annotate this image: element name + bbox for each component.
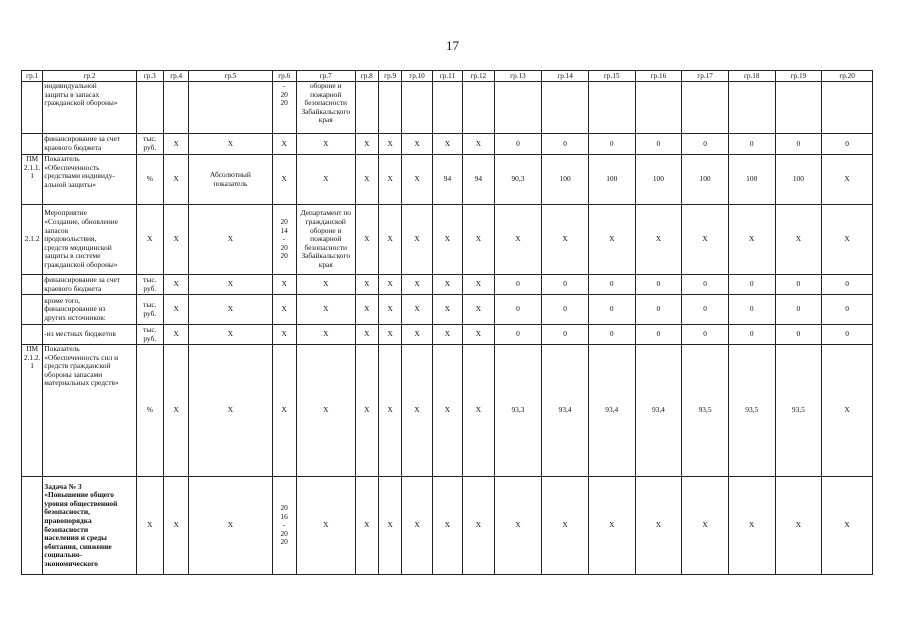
table-cell: 100 [775,155,822,205]
header-cell: гр.12 [463,71,494,82]
table-row [22,82,873,134]
table-cell: Х [189,325,272,345]
table-cell: Х [463,325,494,345]
table-cell: Х [402,295,432,325]
table-cell: Х [463,477,494,575]
table-cell [402,82,432,134]
program-table [21,70,873,575]
header-cell: гр.10 [402,71,432,82]
table-cell: Х [272,155,296,205]
table-cell: 0 [728,295,775,325]
table-cell: обороне и пожарной безопасности Забайкальского края [296,82,355,134]
table-cell: Х [272,295,296,325]
table-cell [189,82,272,134]
table-cell: Х [463,205,494,275]
table-cell: Мероприятие «Создание, обновление запасов продовольствия, средств медицинской защиты в системе гражданской обороны» [43,205,136,275]
table-row [22,134,873,155]
table-cell [22,295,43,325]
table-cell: Х [355,325,378,345]
table-cell: Х [402,205,432,275]
table-cell [463,82,494,134]
table-cell: 93,5 [775,345,822,477]
table-row [22,345,873,477]
table-row [22,295,873,325]
table-cell: Х [355,275,378,295]
table-cell: тыс. руб. [136,134,163,155]
table-cell [355,82,378,134]
table-cell [378,82,401,134]
table-cell: Х [378,205,401,275]
table-cell: Х [542,205,589,275]
table-cell: финансирование за счет краевого бюджета [43,134,136,155]
table-cell: Х [402,345,432,477]
table-cell: 0 [542,325,589,345]
table-cell [163,82,188,134]
header-cell: гр.3 [136,71,163,82]
header-cell: гр.2 [43,71,136,82]
table-cell: 93,4 [635,345,682,477]
table-cell: Х [189,134,272,155]
table-cell: тыс. руб. [136,295,163,325]
table-cell: Показатель «Обеспеченность средствами индивиду- альной защиты» [43,155,136,205]
table-cell: Х [355,295,378,325]
header-row [22,71,873,82]
header-cell: гр.14 [542,71,589,82]
table-cell: Х [635,205,682,275]
table-cell [682,82,729,134]
header-cell: гр.11 [432,71,462,82]
table-cell: Х [189,477,272,575]
table-cell: 93,5 [728,345,775,477]
table-cell: 0 [728,275,775,295]
table-row [22,325,873,345]
table-cell: Х [296,295,355,325]
table-cell: 0 [775,134,822,155]
table-cell: 93,4 [588,345,635,477]
table-cell: 0 [588,275,635,295]
table-cell: Х [775,205,822,275]
table-row [22,477,873,575]
table-row [22,275,873,295]
table-cell: тыс. руб. [136,325,163,345]
table-cell [22,477,43,575]
table-cell: Х [355,134,378,155]
table-cell: 0 [822,325,873,345]
table-row [22,155,873,205]
table-cell [822,82,873,134]
header-cell: гр.8 [355,71,378,82]
header-cell: гр.15 [588,71,635,82]
table-cell [22,275,43,295]
table-cell: 0 [542,275,589,295]
header-cell: гр.13 [494,71,542,82]
table-cell: Х [432,205,462,275]
table-cell: Х [378,134,401,155]
table-cell: тыс. руб. [136,275,163,295]
header-cell: гр.17 [682,71,729,82]
table-cell: 100 [542,155,589,205]
table-cell: 20 14 - 20 20 [272,205,296,275]
table-cell [22,325,43,345]
table-cell: Х [163,345,188,477]
table-cell: 94 [432,155,462,205]
table-cell: Х [463,134,494,155]
table-cell: Х [189,275,272,295]
table-cell [588,82,635,134]
table-cell: 0 [682,134,729,155]
table-cell: кроме того, финансирование из других источников: [43,295,136,325]
header-cell: гр.4 [163,71,188,82]
table-cell: Х [822,345,873,477]
table-cell: Х [296,275,355,295]
table-cell: Х [163,325,188,345]
table-cell: Х [682,205,729,275]
table-cell: 0 [494,134,542,155]
header-cell: гр.19 [775,71,822,82]
table-cell: Х [728,477,775,575]
table-cell: Х [272,134,296,155]
table-cell: 0 [775,295,822,325]
table-cell: 0 [822,275,873,295]
table-cell: Х [822,155,873,205]
table-cell: Х [494,205,542,275]
table-cell: Х [189,295,272,325]
table-cell: Х [463,295,494,325]
table-cell: -из местных бюджетов [43,325,136,345]
table-cell [775,82,822,134]
table-cell: Абсолютный показатель [189,155,272,205]
page-number: 17 [446,38,459,53]
header-cell: гр.20 [822,71,873,82]
table-cell: Х [189,345,272,477]
table-cell: 0 [728,325,775,345]
table-cell: 0 [635,134,682,155]
table-cell: Х [432,325,462,345]
table-cell: Х [822,477,873,575]
table-cell [432,82,462,134]
table-cell: Х [378,345,401,477]
table-cell: Х [432,275,462,295]
table-cell: Х [163,295,188,325]
header-cell: гр.16 [635,71,682,82]
table-cell: Х [432,295,462,325]
table-cell: Х [163,205,188,275]
table-cell [494,82,542,134]
table-cell: Х [402,477,432,575]
table-cell: % [136,155,163,205]
table-cell: Х [402,134,432,155]
table-cell: 0 [775,325,822,345]
table-cell: 2.1.2 [22,205,43,275]
table-cell: 90,3 [494,155,542,205]
table-cell: 100 [635,155,682,205]
table-cell: Х [272,325,296,345]
table-cell: ПМ 2.1.2. 1 [22,345,43,477]
table-cell: Х [355,205,378,275]
table-cell: ПМ 2.1.1. 1 [22,155,43,205]
table-cell: Х [402,275,432,295]
table-cell: Х [775,477,822,575]
table-cell: 100 [588,155,635,205]
table-cell: Х [272,275,296,295]
table-cell: Показатель «Обеспеченность сил и средств гражданской обороны запасами материальных средств» [43,345,136,477]
table-cell: Х [402,325,432,345]
table-cell: Х [402,155,432,205]
header-cell: гр.1 [22,71,43,82]
table-cell: Х [136,205,163,275]
table-cell: Х [378,295,401,325]
table-cell: 0 [494,325,542,345]
table-cell: Х [494,477,542,575]
table-cell [542,82,589,134]
table-cell: Х [272,345,296,477]
table-cell: 0 [588,134,635,155]
table-cell: Х [296,345,355,477]
table-cell: Х [378,325,401,345]
header-cell: гр.6 [272,71,296,82]
header-cell: гр.18 [728,71,775,82]
table-cell: Х [378,477,401,575]
table-cell: Х [163,275,188,295]
table-cell: Х [588,205,635,275]
table-cell: 0 [494,295,542,325]
table-cell: 20 16 - 20 20 [272,477,296,575]
table-cell: финансирование за счет краевого бюджета [43,275,136,295]
table-cell: Х [355,345,378,477]
table-cell: Х [432,134,462,155]
table-cell: Х [432,477,462,575]
table-cell: Х [822,205,873,275]
table-cell: 93,3 [494,345,542,477]
table-cell: 0 [542,134,589,155]
table-cell: % [136,345,163,477]
table-cell: 0 [775,275,822,295]
table-cell: 0 [728,134,775,155]
table-cell: Х [136,477,163,575]
table-cell: 0 [822,295,873,325]
table-cell: индивидуальной защиты в запасах гражданской обороны» [43,82,136,134]
header-cell: гр.5 [189,71,272,82]
table-cell: 0 [588,295,635,325]
table-cell: Х [355,155,378,205]
table-cell: 100 [728,155,775,205]
table-cell: Х [296,155,355,205]
table-cell: Х [432,345,462,477]
table-cell: Х [296,325,355,345]
table-cell: 93,4 [542,345,589,477]
table-cell: 0 [682,325,729,345]
table-cell: 0 [588,325,635,345]
header-cell: гр.9 [378,71,401,82]
table-cell: Х [163,155,188,205]
table-cell: Х [296,134,355,155]
table-cell: 0 [822,134,873,155]
table-cell: Х [635,477,682,575]
table-row [22,205,873,275]
table-cell: 0 [494,275,542,295]
table-cell [728,82,775,134]
table-cell: Задача № 3 «Повышение общего уровня общественной безопасности, правопорядка безопасности населения и среды обитания, снижение социально- экономического [43,477,136,575]
table-cell: 0 [682,275,729,295]
table-cell: Департамент по гражданской обороне и пожарной безопасности Забайкальского края [296,205,355,275]
table-cell: Х [296,477,355,575]
table-cell: Х [682,477,729,575]
table-cell: Х [588,477,635,575]
table-cell: Х [189,205,272,275]
table-cell: 0 [682,295,729,325]
table-cell [635,82,682,134]
table-cell: 0 [635,295,682,325]
table-cell: Х [163,477,188,575]
table-cell [22,134,43,155]
table-cell: 0 [635,275,682,295]
table-cell: Х [542,477,589,575]
table-cell: 0 [542,295,589,325]
table-cell: Х [463,275,494,295]
table-cell [22,82,43,134]
table-cell: Х [163,134,188,155]
table-cell: - 20 20 [272,82,296,134]
table-cell: Х [463,345,494,477]
table-cell: 94 [463,155,494,205]
table-cell: 0 [635,325,682,345]
table-cell: 100 [682,155,729,205]
table-cell: 93,5 [682,345,729,477]
table-cell: Х [355,477,378,575]
table-cell [136,82,163,134]
table-cell: Х [378,155,401,205]
table-cell: Х [378,275,401,295]
header-cell: гр.7 [296,71,355,82]
table-cell: Х [728,205,775,275]
